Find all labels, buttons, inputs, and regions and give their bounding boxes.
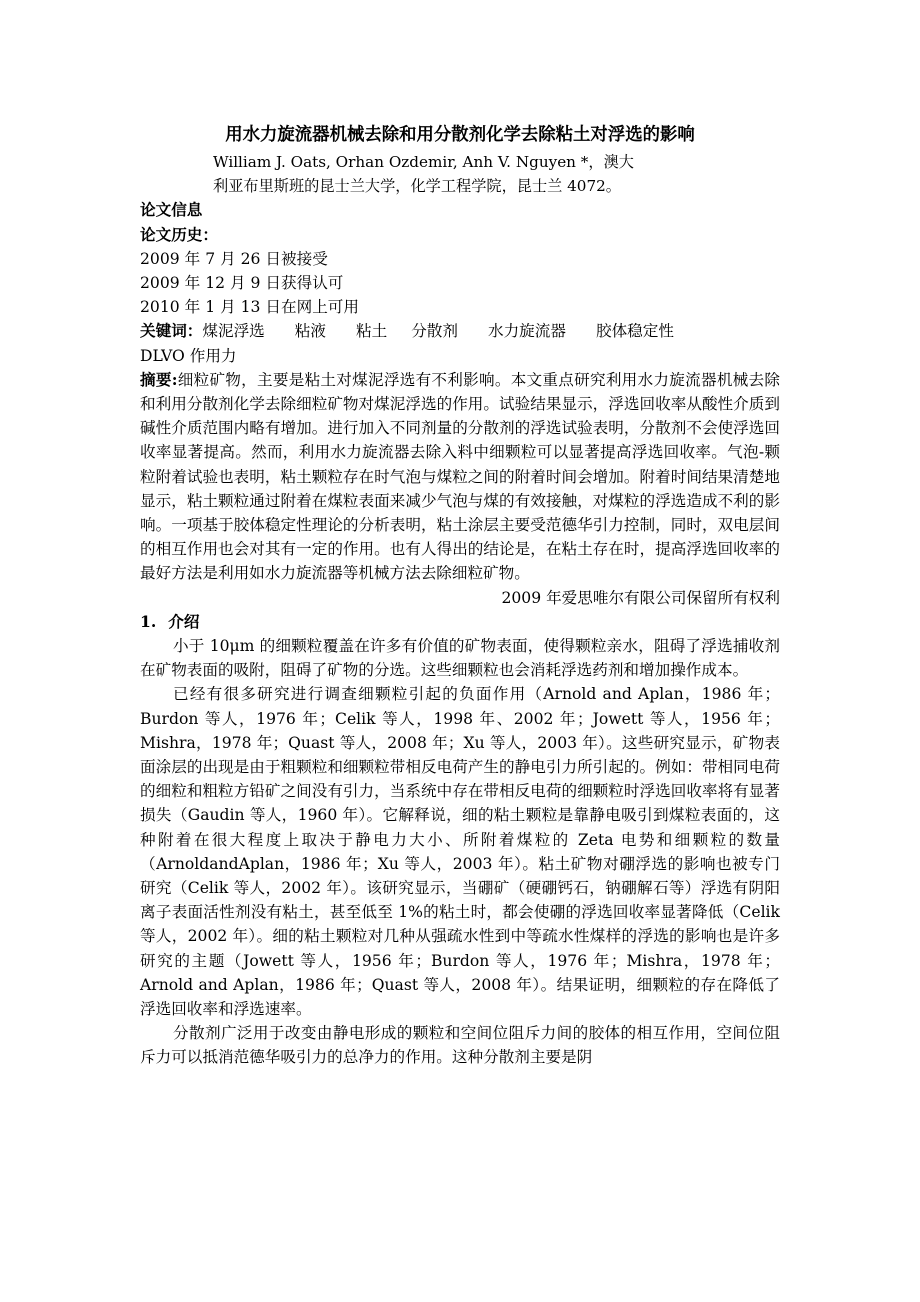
section-title: 介绍	[168, 611, 200, 631]
section-heading	[140, 610, 780, 634]
intro-paragraph-2: 已经有很多研究进行调查细颗粒引起的负面作用（Arnold and Aplan，1986 年；Burdon 等人，1976 年；Celik 等人，1998 年、2002 年；Jowett 等人，1956 年；Mishra，1978 年；Quast 等人，2008 年；Xu 等人，2003 年）。这些研究显示，矿物表面涂层的出现是由于粗颗粒和细颗粒带相反电荷产生的静电引力所引起的。例如：带相同电荷的细粒和粗粒方铅矿之间没有引力，当系统中存在带相反电荷的细颗粒时浮选回收率将有显著损失（Gaudin 等人，1960 年）。它解释说，细的粘土颗粒是靠静电吸引到煤粒表面的，这种附着在很大程度上取决于静电力大小、所附着煤粒的 Zeta 电势和细颗粒的数量（ArnoldandAplan，1986 年；Xu 等人，2003 年）。粘土矿物对硼浮选的影响也被专门研究（Celik 等人，2002 年）。该研究显示，当硼矿（硬硼钙石，钠硼解石等）浮选有阴阳离子表面活性剂没有粘土，甚至低至 1%的粘土时，都会使硼的浮选回收率显著降低（Celik 等人，2002 年）。细的粘土颗粒对几种从强疏水性到中等疏水性煤样的浮选的影响也是许多研究的主题（Jowett 等人，1956 年；Burdon 等人，1976 年；Mishra，1978 年；Arnold and Aplan，1986 年；Quast 等人，2008 年）。结果证明，细颗粒的存在降低了浮选回收率和浮选速率。	[140, 685, 780, 1018]
keyword: 煤泥浮选	[202, 322, 265, 341]
author-affiliation	[213, 150, 743, 198]
keywords-label: 关键词：	[140, 321, 203, 341]
document-page	[140, 122, 780, 1070]
authors-line-1: William J. Oats, Orhan Ozdemir, Anh V. Nguyen *，澳大	[213, 153, 634, 171]
intro-paragraph-1: 小于 10μm 的细颗粒覆盖在许多有价值的矿物表面，使得颗粒亲水，阻碍了浮选捕收剂在矿物表面的吸附，阻碍了矿物的分选。这些细颗粒也会消耗浮选药剂和增加操作成本。	[140, 636, 780, 680]
abstract	[140, 368, 780, 586]
article-history-heading: 论文历史：	[140, 224, 218, 244]
paper-title: 用水力旋流器机械去除和用分散剂化学去除粘土对浮选的影响	[225, 125, 695, 145]
keyword: 水力旋流器	[487, 322, 566, 341]
keywords-line	[140, 319, 780, 343]
abstract-text: 细粒矿物，主要是粘土对煤泥浮选有不利影响。本文重点研究利用水力旋流器机械去除和利用分散剂化学去除细粒矿物对煤泥浮选的作用。试验结果显示，浮选回收率从酸性介质到碱性介质范围内略有增加。进行加入不同剂量的分散剂的浮选试验表明，分散剂不会使浮选回收率显著提高。然而，利用水力旋流器去除入料中细颗粒可以显著提高浮选回收率。气泡-颗粒附着试验也表明，粘土颗粒存在时气泡与煤粒之间的附着时间会增加。附着时间结果清楚地显示，粘土颗粒通过附着在煤粒表面来减少气泡与煤的有效接触，对煤粒的浮选造成不利的影响。一项基于胶体稳定性理论的分析表明，粘土涂层主要受范德华引力控制，同时，双电层间的相互作用也会对其有一定的作用。也有人得出的结论是，在粘土存在时，提高浮选回收率的最好方法是利用如水力旋流器等机械方法去除细粒矿物。	[140, 370, 780, 583]
keyword: 粘土	[355, 322, 388, 341]
intro-paragraph-3: 分散剂广泛用于改变由静电形成的颗粒和空间位阻斥力间的胶体的相互作用，空间位阻斥力可以抵消范德华吸引力的总净力的作用。这种分散剂主要是阴	[140, 1024, 780, 1067]
authors-line-2: 利亚布里斯班的昆士兰大学，化学工程学院，昆士兰 4072。	[213, 177, 621, 196]
keyword: 粘液	[294, 322, 326, 341]
history-received: 2009 年 7 月 26 日被接受	[140, 249, 328, 268]
history-online: 2010 年 1 月 13 日在网上可用	[140, 298, 359, 317]
keyword: 分散剂	[411, 322, 458, 341]
keyword: 胶体稳定性	[595, 322, 674, 341]
keywords-line-2: DLVO 作用力	[140, 346, 237, 365]
article-info-heading: 论文信息	[140, 200, 203, 220]
section-number: 1.	[140, 611, 157, 631]
copyright-notice: 2009 年爱思唯尔有限公司保留所有权利	[501, 588, 780, 607]
abstract-label: 摘要:	[140, 369, 178, 389]
history-accepted: 2009 年 12 月 9 日获得认可	[140, 273, 344, 292]
